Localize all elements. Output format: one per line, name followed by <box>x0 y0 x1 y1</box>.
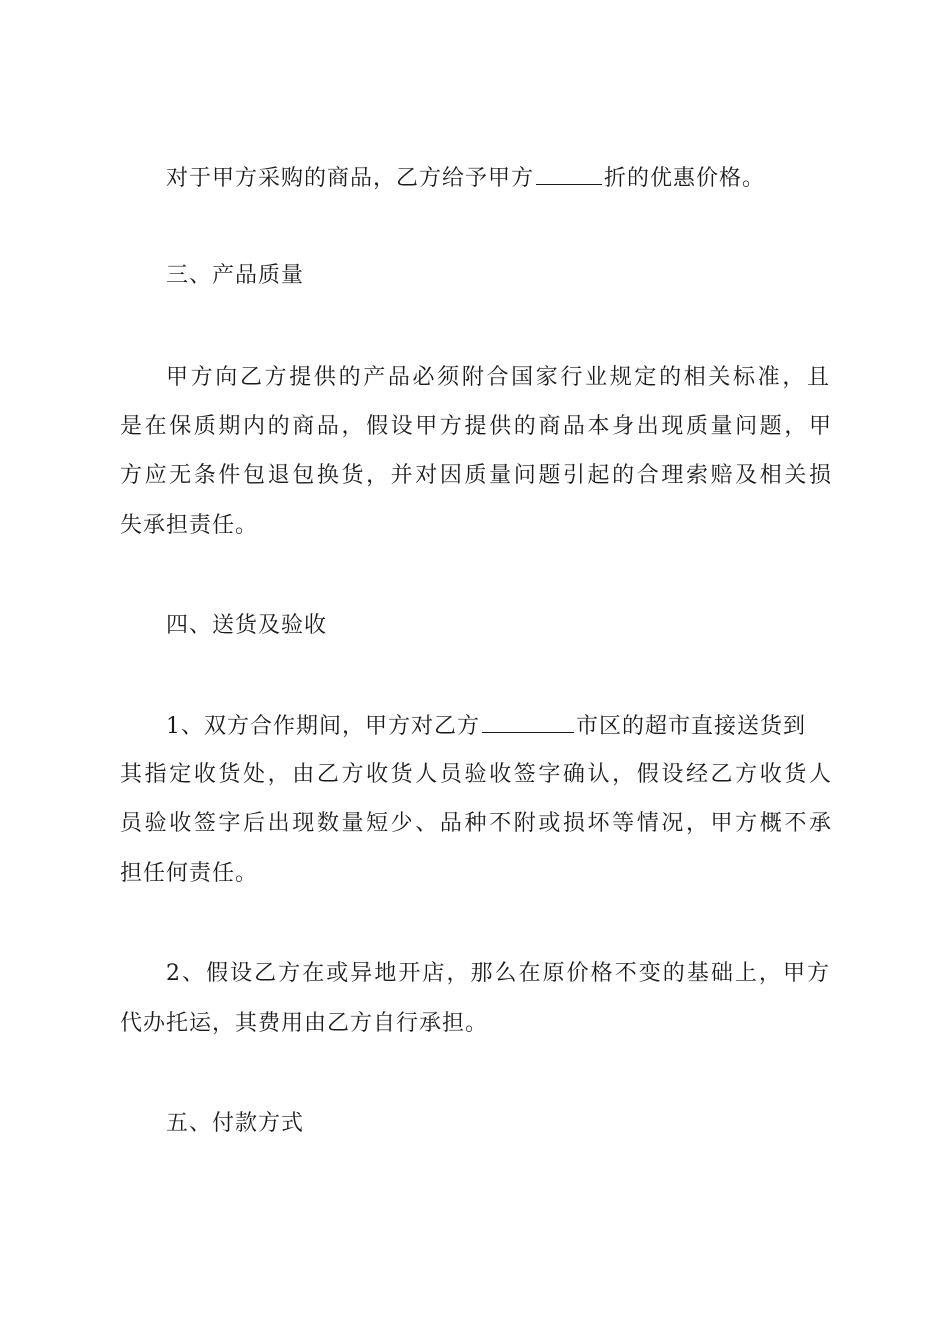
delivery-2-line-1: 2、假设乙方在或异地开店，那么在原价格不变的基础上，甲方 <box>166 961 830 986</box>
quality-line-1: 甲方向乙方提供的产品必须附合国家行业规定的相关标准，且 <box>166 365 830 390</box>
delivery-1-first-line <box>166 710 878 743</box>
delivery-blank <box>482 710 574 733</box>
delivery-2-line-2: 代办托运，其费用由乙方自行承担。 <box>120 1011 489 1036</box>
discount-text-after: 折的优惠价格。 <box>604 166 766 191</box>
delivery-1-text-before: 1、双方合作期间，甲方对乙方 <box>166 714 480 739</box>
heading-quality: 三、产品质量 <box>166 263 305 288</box>
heading-payment: 五、付款方式 <box>166 1111 305 1136</box>
quality-line-4: 失承担责任。 <box>120 513 259 538</box>
delivery-1-text-after: 市区的超市直接送货到 <box>576 714 807 739</box>
delivery-1-line-2: 其指定收货处，由乙方收货人员验收签字确认，假设经乙方收货人 <box>120 762 832 787</box>
quality-line-3: 方应无条件包退包换货，并对因质量问题引起的合理索赔及相关损 <box>120 463 832 488</box>
quality-line-2: 是在保质期内的商品，假设甲方提供的商品本身出现质量问题，甲 <box>120 414 832 439</box>
discount-text-before: 对于甲方采购的商品，乙方给予甲方 <box>166 166 535 191</box>
delivery-1-line-3: 员验收签字后出现数量短少、品种不附或损坏等情况，甲方概不承 <box>120 811 832 836</box>
delivery-1-line-4: 担任何责任。 <box>120 861 259 886</box>
heading-delivery: 四、送货及验收 <box>166 613 328 638</box>
discount-paragraph <box>166 162 878 195</box>
discount-blank <box>536 162 602 185</box>
